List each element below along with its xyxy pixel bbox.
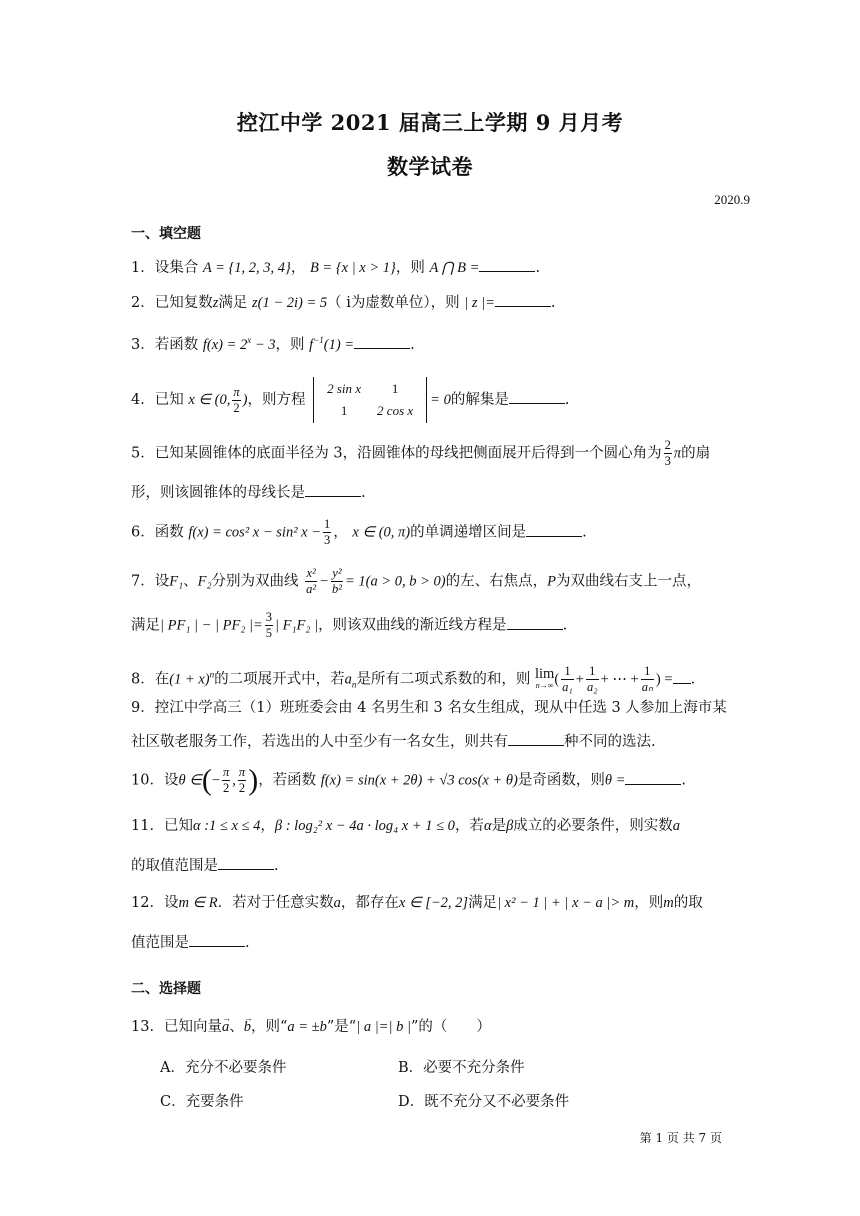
question-11-line-2: 的取值范围是 . [131, 855, 279, 876]
question-9: 9．控江中学高三（1）班班委会由 4 名男生和 3 名女生组成，现从中任选 3 人参加上海市某 [131, 700, 727, 716]
section-fill-in: 一、填空题 [131, 226, 201, 242]
question-3: 3．若函数 $f(x) = 2^x - 3$，则 $f^{-1}(1)$ = . [131, 335, 415, 353]
question-2: 2．已知复数z满足 z(1 − 2i) = 5（ i为虚数单位），则 | z |= . [131, 292, 556, 313]
option-d[interactable]: D．既不充分又不必要条件 [398, 1094, 570, 1110]
question-1: 1．设集合 A = {1, 2, 3, 4}， B = {x | x > 1}，则 A ⋂ B = . [131, 257, 540, 278]
answer-blank[interactable] [625, 770, 681, 785]
exam-date: 2020.9 [714, 192, 750, 207]
option-b[interactable]: B．必要不充分条件 [398, 1060, 525, 1076]
question-10: 10．设θ ∈(− $\frac{\pi}{2}$ , $\frac{\pi}{2}$ )，若函数 f(x) = sin(x + 2θ) + √3 cos(x + θ)是奇函数，则θ = . [131, 763, 686, 797]
answer-blank[interactable] [189, 932, 245, 947]
question-9-line-2: 社区敬老服务工作，若选出的人中至少有一名女生，则共有 种不同的选法. [131, 731, 656, 752]
option-c[interactable]: C．充要条件 [160, 1094, 244, 1110]
question-12-line-2: 值范围是 . [131, 932, 250, 953]
answer-blank[interactable] [495, 292, 551, 307]
question-5: 5．已知某圆锥体的底面半径为 3，沿圆锥体的母线把侧面展开后得到一个圆心角为 $\frac{2}{3}$ π的扇 [131, 438, 711, 468]
question-7-line-2: 满足| PF₁ | − | PF₂ |= $\frac{3}{5}$ | F₁F₂ |，则该双曲线的渐近线方程是 . [131, 610, 568, 640]
answer-blank[interactable] [305, 482, 361, 497]
answer-blank[interactable] [509, 389, 565, 404]
answer-blank[interactable] [508, 731, 564, 746]
answer-blank[interactable] [526, 522, 582, 537]
answer-blank[interactable] [673, 669, 691, 684]
question-6: 6．函数 f(x) = cos² x − sin² x − $\frac{1}{3}$ ， x ∈ (0, π)的单调递增区间是 . [131, 517, 587, 547]
page-number: 第 1 页 共 7 页 [639, 1131, 722, 1145]
exam-subtitle: 数学试卷 [387, 154, 473, 179]
question-8: 8．在$(1 + x)^n$的二项展开式中，若$a_n$是所有二项式系数的和，则 lim n→∞ ( $\frac{1}{\text{a₁}}$ + $\frac{1}{\text{a₂}}$ + ⋯ + $\frac{1}{\text{aₙ}}$ ) = . [131, 664, 696, 694]
answer-blank[interactable] [218, 855, 274, 870]
question-12: 12．设m ∈ R．若对于任意实数a，都存在x ∈ [−2, 2]满足| x² − 1 | + | x − a |> m，则m的取 [131, 895, 703, 911]
section-choice: 二、选择题 [131, 981, 201, 997]
question-5-line-2: 形，则该圆锥体的母线长是 . [131, 482, 366, 503]
option-a[interactable]: A．充分不必要条件 [160, 1060, 287, 1076]
answer-blank[interactable] [479, 257, 535, 272]
determinant: 2 sin x 1 1 2 cos x [313, 377, 427, 423]
question-13: 13．已知向量→ a、→ b，则“a = ±b”是“| a |=| b |”的（ ） [131, 1017, 491, 1037]
exam-title: 控江中学 2021 届高三上学期 9 月月考 [236, 110, 624, 135]
answer-blank[interactable] [354, 334, 410, 349]
answer-blank[interactable] [507, 615, 563, 630]
question-7: 7．设F₁、F₂分别为双曲线 $\frac{\text{x²}}{\text{a²}}$ − $\frac{\text{y²}}{\text{b²}}$ = 1(a > 0, b > 0)的左、右焦点，P为双曲线右支上一点， [131, 566, 701, 596]
question-11: 11．已知α :1 ≤ x ≤ 4，β : log₂² x − 4a · log₄ x + 1 ≤ 0，若α是β成立的必要条件，则实数a [131, 818, 681, 834]
question-4: 4．已知 x ∈ (0, $\frac{\pi}{2}$ )，则方程 2 sin x 1 1 2 cos x = 0的解集是 . [131, 377, 569, 423]
